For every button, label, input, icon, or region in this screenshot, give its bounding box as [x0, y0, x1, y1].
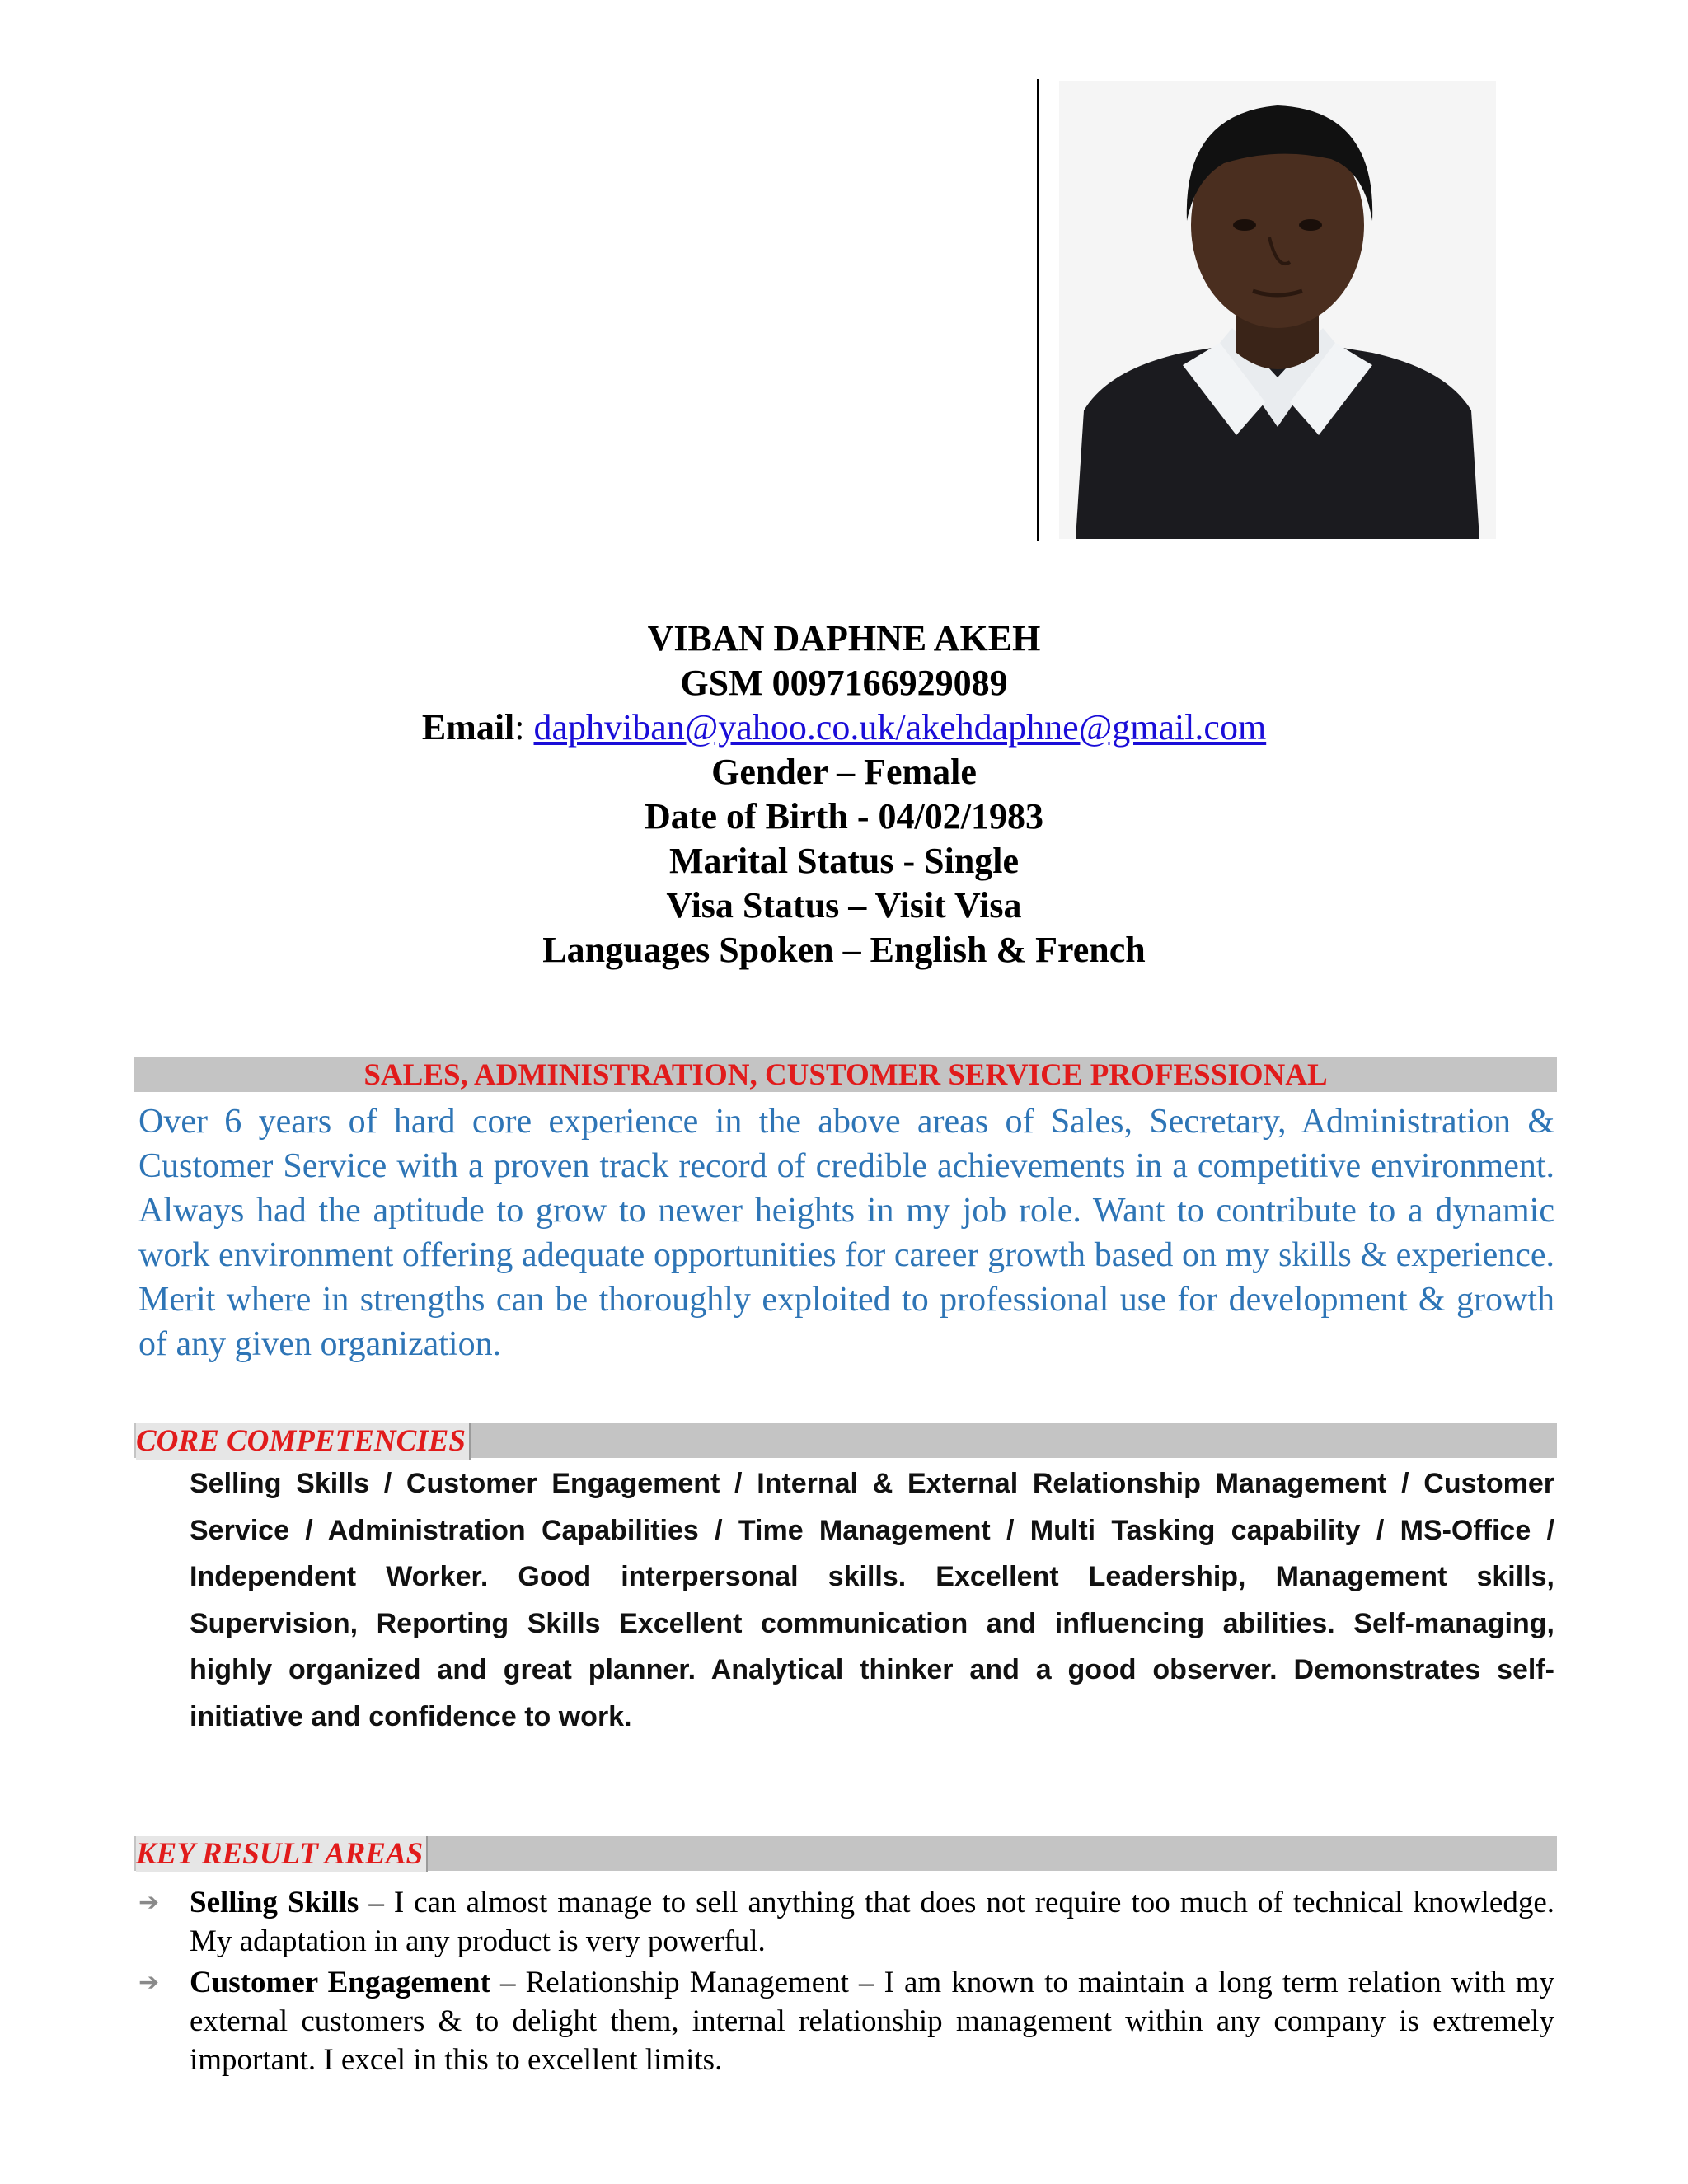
email-separator: :	[514, 707, 534, 748]
kra-term: Selling Skills	[190, 1886, 359, 1919]
languages-spoken: Languages Spoken – English & French	[542, 930, 1146, 970]
key-results-heading-bar	[134, 1836, 1557, 1871]
list-item	[190, 1883, 1554, 1961]
gender: Gender – Female	[711, 752, 977, 792]
candidate-name: VIBAN DAPHNE AKEH	[647, 618, 1041, 658]
profile-photo	[1059, 81, 1496, 539]
date-of-birth: Date of Birth - 04/02/1983	[645, 796, 1043, 837]
profile-heading: SALES, ADMINISTRATION, CUSTOMER SERVICE PROFESSIONAL	[363, 1058, 1328, 1092]
marital-status: Marital Status - Single	[668, 841, 1020, 881]
contact-header	[0, 616, 1688, 972]
vertical-divider	[1037, 79, 1039, 541]
email-link[interactable]: daphviban@yahoo.co.uk/akehdaphne@gmail.com	[533, 707, 1267, 748]
profile-heading-bar	[134, 1057, 1557, 1092]
arrow-right-icon: ➔	[138, 1969, 160, 1996]
key-results-heading: KEY RESULT AREAS	[136, 1836, 428, 1872]
gsm-number: GSM 0097166929089	[680, 663, 1008, 703]
competencies-heading: CORE COMPETENCIES	[136, 1423, 471, 1460]
email-label: Email	[421, 707, 515, 748]
kra-text: – I can almost manage to sell anything that does not require too much of technical knowledge. My adaptation in any product is very powerful.	[190, 1886, 1555, 1958]
email-line	[0, 705, 1688, 750]
arrow-right-icon: ➔	[138, 1889, 160, 1916]
profile-summary: Over 6 years of hard core experience in the above areas of Sales, Secretary, Administration & Customer Service with a proven track record of credible achievements in a competitive environment. Always had the aptitude to grow to newer heights in my job role. Want to contribute to a dynamic work environment offering adequate opportunities for career growth based on my skills & experience. Merit where in strengths can be thoroughly exploited to professional use for development & growth of any given organization.	[138, 1103, 1554, 1363]
list-item	[190, 1963, 1554, 2079]
visa-status: Visa Status – Visit Visa	[666, 885, 1022, 926]
portrait-image	[1059, 81, 1496, 539]
kra-text: – Relationship Management – I am known to maintain a long term relation with my external customers & to delight them, internal relationship management within any company is extremely important. I excel in this to excellent limits.	[190, 1966, 1555, 2077]
kra-term: Customer Engagement	[190, 1966, 490, 1999]
competencies-heading-bar	[134, 1423, 1557, 1458]
competencies-text: Selling Skills / Customer Engagement / Internal & External Relationship Management / Customer Service / Administration Capabilities / Time Management / Multi Tasking capability / MS-Office / Independent Worker. Good interpersonal skills. Excellent Leadership, Management skills, Supervision, Reporting Skills Excellent communication and influencing abilities. Self-managing, highly organized and great planner. Analytical thinker and a good observer. Demonstrates self-initiative and confidence to work.	[190, 1468, 1554, 1732]
